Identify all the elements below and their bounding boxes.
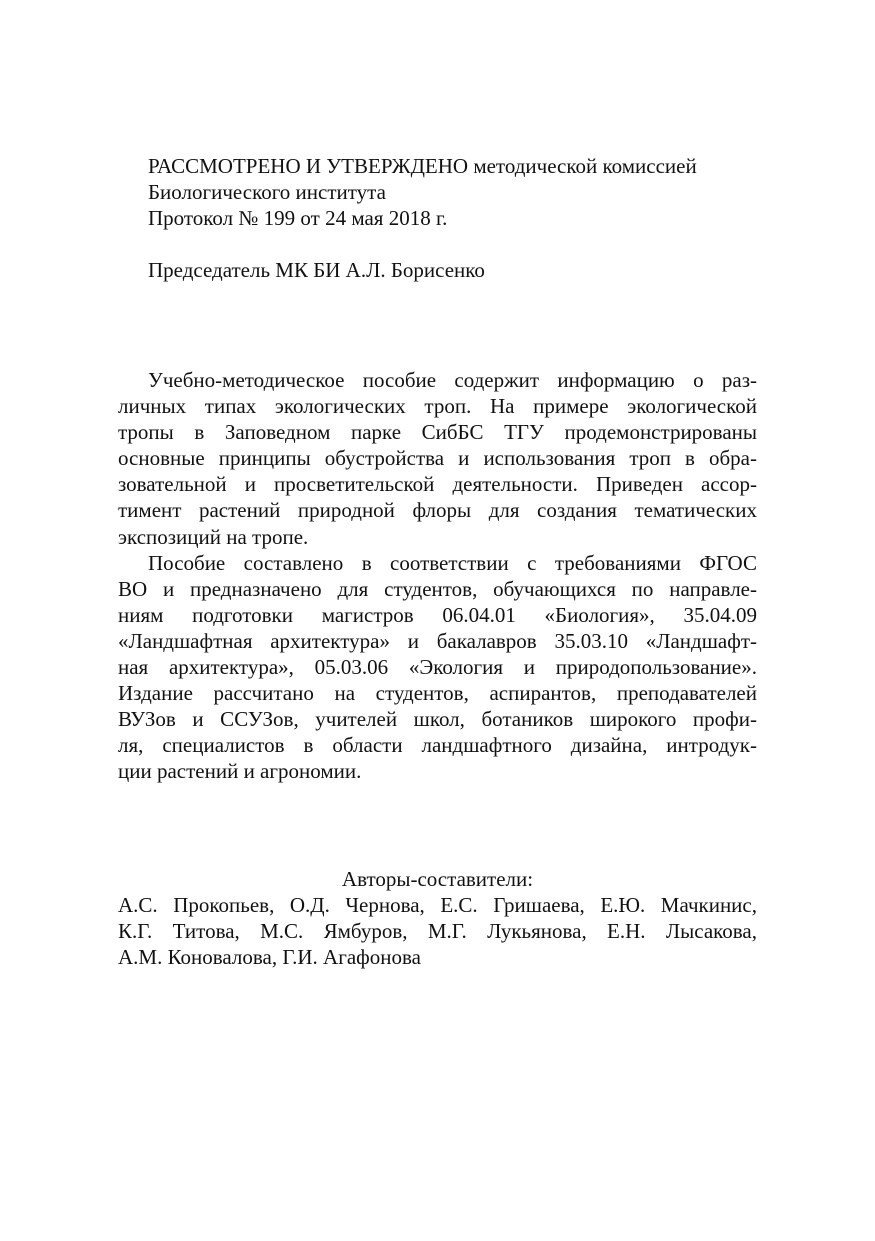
authors-line: К.Г. Титова, М.С. Ямбуров, М.Г. Лукьянова, Е.Н. Лысакова, [118,919,757,944]
approval-line: Биологического института [148,180,386,205]
abstract-line: ниям подготовки магистров 06.04.01 «Биология», 35.04.09 [118,602,757,627]
abstract-line: ВО и предназначено для студентов, обучающихся по направле- [118,576,757,601]
authors-line: А.С. Прокопьев, О.Д. Чернова, Е.С. Гришаева, Е.Ю. Мачкинис, [118,893,757,918]
authors-line: А.М. Коновалова, Г.И. Агафонова [118,945,421,970]
authors-block [118,866,757,970]
approval-line: Протокол № 199 от 24 мая 2018 г. [148,206,448,231]
abstract-block [118,367,757,785]
abstract-line: Пособие составлено в соответствии с требованиями ФГОС [148,550,757,575]
authors-heading: Авторы-составители: [341,867,534,891]
abstract-line: Издание рассчитано на студентов, аспирантов, преподавателей [118,681,757,706]
abstract-line: личных типах экологических троп. На примере экологической [118,394,757,419]
abstract-line: Учебно-методическое пособие содержит информацию о раз- [148,368,757,392]
approval-line: РАССМОТРЕНО И УТВЕРЖДЕНО методической комиссией [148,154,697,178]
abstract-line: ля, специалистов в области ландшафтного дизайна, интродук- [118,733,757,758]
abstract-line: ная архитектура», 05.03.06 «Экология и природопользование». [118,655,757,680]
abstract-line: экспозиций на тропе. [118,524,309,549]
abstract-line: основные принципы обустройства и использования троп в обра- [118,446,757,471]
abstract-line: тимент растений природной флоры для создания тематических [118,498,757,523]
abstract-line: тропы в Заповедном парке СибБС ТГУ продемонстрированы [118,420,757,445]
abstract-line: ции растений и агрономии. [118,759,362,784]
abstract-line: ВУЗов и ССУЗов, учителей школ, ботаников широкого профи- [118,707,757,732]
approval-block [118,153,757,283]
abstract-line: зовательной и просветительской деятельности. Приведен ассор- [118,472,757,497]
abstract-line: «Ландшафтная архитектура» и бакалавров 35.03.10 «Ландшафт- [118,628,757,653]
chairman-line: Председатель МК БИ А.Л. Борисенко [148,258,485,283]
